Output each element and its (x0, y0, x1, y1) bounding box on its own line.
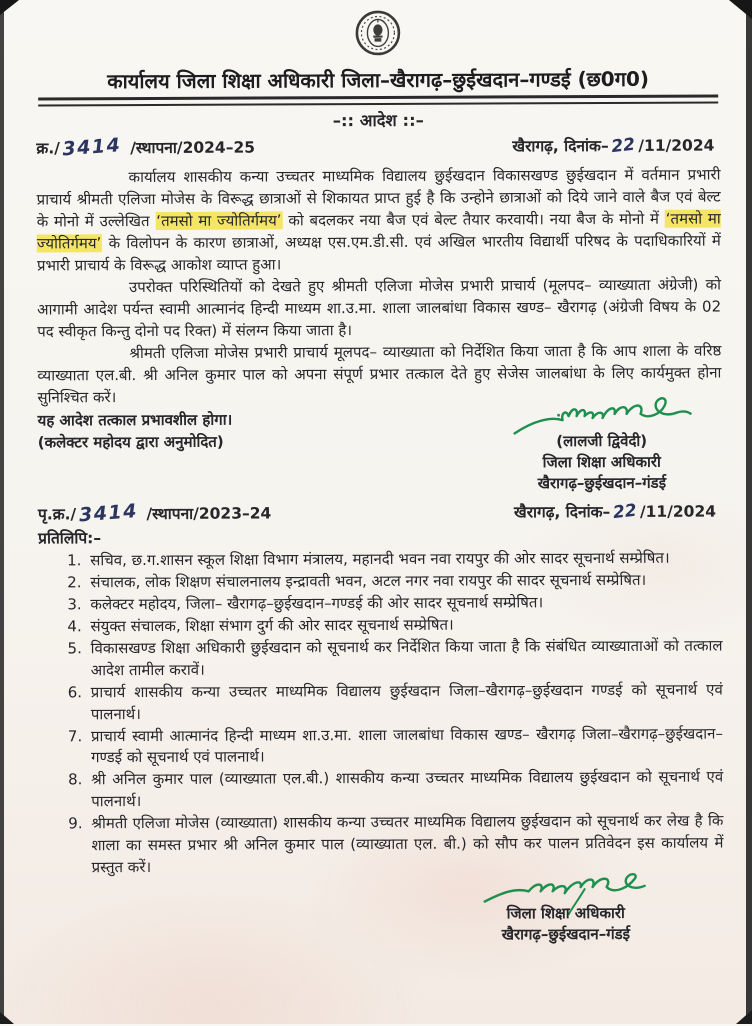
copy-item-3: 3. कलेक्टर महोदय, जिला– खैरागढ़–छुईखदान–गण्डई की ओर सादर सूचनार्थ सम्प्रेषित। (86, 592, 722, 617)
copy-item-5: 5. विकासखण्ड शिक्षा अधिकारी छुईखदान को सूचनार्थ कर निर्देशित किया जाता है कि संबंधित व्याख्याताओं को तत्काल आदेश तामील करावें। (87, 635, 723, 682)
ref2-handwritten-date: 22 (609, 501, 641, 524)
reference-number-1 (36, 136, 255, 159)
highlighted-motto-2: ‘तमसो मा ज्योतिर्गमय’ (37, 210, 721, 253)
reference-row-2 (38, 500, 722, 525)
copy-item-8: 8. श्री अनिल कुमार पाल (व्याख्याता एल.बी.) शासकीय कन्या उच्चतर माध्यमिक विद्यालय छुईखदान को सूचनार्थ एवं पालनार्थ। (87, 767, 723, 814)
copy-item-7: 7. प्राचार्य स्वामी आत्मानंद हिन्दी माध्यम शा.उ.मा. शाला जालबांधा विकास खण्ड– खैरागढ़ जिला–खैरागढ़–छुईखदान–गण्डई को सूचनार्थ एवं पालनार्थ। (87, 723, 723, 770)
copy-item-2: 2. संचालक, लोक शिक्षण संचालनालय इन्द्रावती भवन, अटल नगर नवा रायपुर की सादर सूचनार्थ सम्प्रेषित। (86, 570, 722, 595)
copy-item-1: 1. सचिव, छ.ग.शासन स्कूल शिक्षा विभाग मंत्रालय, महानदी भवन नवा रायपुर की ओर सादर सूचनार्थ सम्प्रेषित। (86, 548, 722, 573)
scan-corner-top-right (729, 0, 752, 19)
header (36, 8, 720, 61)
scan-corner-top-left (0, 0, 19, 15)
place-date-1 (512, 133, 720, 156)
ref2-prefix: पृ.क्र./ (38, 506, 76, 524)
scan-edge-right (746, 0, 752, 1024)
signatory-designation-2: जिला शिक्षा अधिकारी (436, 902, 696, 924)
ref1-handwritten-number: 3414 (59, 134, 125, 161)
ref1-suffix: /स्थापना/2024–25 (130, 139, 255, 158)
order-body (36, 163, 721, 408)
para1-text: कार्यालय शासकीय कन्या उच्चतर माध्यमिक विद्यालय छुईखदान विकासखण्ड छुईखदान में वर्तमान प्रभारी प्राचार्य श्रीमती एलिजा मोजेस के विरूद्ध छात्राओं से शिकायत प्राप्त हुई है कि उन्होने छात्राओं को दिये जाने वाले बैज एवं बेल्ट के मोनो में उल्लेखित (37, 165, 721, 230)
signatory-name: (लालजी द्विवेदी) (482, 430, 722, 452)
ref2-handwritten-number: 3414 (75, 500, 141, 527)
scan-corner-bottom-left (0, 1012, 14, 1024)
signatory-designation-1: जिला शिक्षा अधिकारी (482, 451, 722, 473)
effective-line: यह आदेश तत्काल प्रभावशील होगा। (38, 408, 233, 431)
copy-item-6: 6. प्राचार्य शासकीय कन्या उच्चतर माध्यमिक विद्यालय छुईखदान जिला–खैरागढ़–छुईखदान गण्डई को सूचनार्थ एवं पालनार्थ। (87, 679, 723, 726)
reference-row-1 (36, 133, 720, 158)
ref1-date-suffix: /11/2024 (638, 137, 714, 155)
signatory-district-1: खैरागढ़–छुईखदान–गंडई (482, 473, 722, 495)
national-emblem-seal-icon (355, 10, 401, 56)
paragraph-2: उपरोक्त परिस्थितियों को देखते हुए श्रीमती एलिजा मोजेस प्रभारी प्राचार्य (मूलपद– व्याख्याता अंग्रेजी) को आगामी आदेश पर्यन्त स्वामी आत्मानंद हिन्दी माध्यम शा.उ.मा. शाला जालबांधा विकास खण्ड– खैरागढ़ (अंग्रेजी विषय के 02 पद स्वीकृत किन्तु दोनो पद रिक्त) में संलग्न किया जाता है। (37, 274, 721, 343)
copy-item-4: 4. संयुक्त संचालक, शिक्षा संभाग दुर्ग की ओर सादर सूचनार्थ सम्प्रेषित। (86, 614, 722, 639)
para1-text-3: के विलोपन के कारण छात्राओं, अध्यक्ष एस.एम.डी.सी. एवं अखिल भारतीय विद्यार्थी परिषद के पदाधिकारियों में प्रभारी प्राचार्य के विरूद्ध आकोश व्याप्त हुआ। (37, 232, 721, 275)
title-rule (38, 95, 718, 107)
place-date-2 (514, 500, 722, 523)
scan-edge-left (0, 0, 4, 1024)
para1-text-2: को बदलकर नया बैज एवं बेल्ट तैयार करवायी। नया बैज के मोनो में (282, 210, 664, 230)
copy-to-heading: प्रतिलिपि:– (38, 524, 722, 549)
highlighted-motto-1: ‘तमसो मा ज्योतिर्गमय’ (155, 211, 282, 230)
ref1-place: खैरागढ़, दिनांक– (512, 137, 608, 155)
ref1-prefix: क्र./ (36, 139, 60, 157)
signature-block-2 (436, 870, 696, 946)
office-title: कार्यालय जिला शिक्षा अधिकारी जिला–खैरागढ़–छुईखदान–गण्डई (छ0ग0) (36, 64, 720, 94)
ref2-date-suffix: /11/2024 (640, 503, 716, 521)
reference-number-2 (38, 502, 271, 525)
approved-line: (कलेक्टर महोदय द्वारा अनुमोदित) (38, 431, 233, 454)
closing-lines (38, 408, 233, 454)
paragraph-3: श्रीमती एलिजा मोजेस प्रभारी प्राचार्य मूलपद– व्याख्याता को निर्देशित किया जाता है कि आप शाला के वरिष्ठ व्याख्याता एल.बी. श्री अनिल कुमार पाल को अपना संपूर्ण प्रभार तत्काल देते हुए सेजेस जालबांधा के लिए कार्यमुक्त होना सुनिश्चित करें। (37, 340, 721, 409)
order-heading: –:: आदेश ::– (36, 106, 720, 132)
closing-row (38, 406, 722, 497)
copy-to-list (38, 548, 723, 879)
signatory-district-2: खैरागढ़–छुईखदान–गंडई (436, 924, 696, 946)
ref2-suffix: /स्थापना/2023–24 (146, 505, 271, 524)
paragraph-1 (36, 163, 720, 276)
copy-item-9: 9. श्रीमती एलिजा मोजेस (व्याख्याता) शासकीय कन्या उच्चतर माध्यमिक विद्यालय छुईखदान को सूचनार्थ कर लेख है कि शाला का समस्त प्रभार श्री अनिल कुमार पाल (व्याख्याता एल. बी.) को सौप कर पालन प्रतिवेदन इस कार्यालय में प्रस्तुत करें। (87, 811, 723, 879)
signature-block-1 (481, 396, 721, 495)
ref1-handwritten-date: 22 (608, 134, 640, 157)
ref2-place: खैरागढ़, दिनांक– (514, 503, 610, 521)
scan-corner-bottom-right (736, 1010, 752, 1024)
